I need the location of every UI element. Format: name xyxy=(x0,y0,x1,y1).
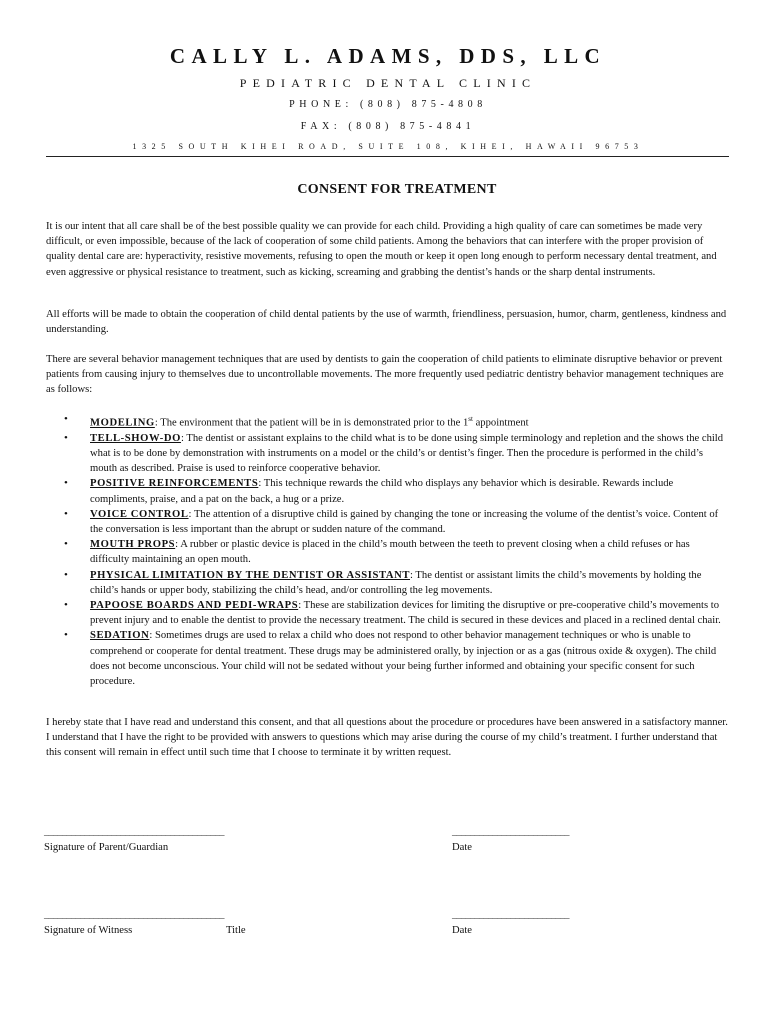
technique-separator: : xyxy=(175,539,179,551)
intro-paragraph-techniques: There are several behavior management techniques that are used by dentists to gain the cooperation of child patients to eliminate disruptive behavior or prevent patients from causing injury to themselves due to uncontrollable movements. The more frequently used pediatric dentistry behavior management techniques are as follows: xyxy=(46,354,724,396)
letterhead-divider xyxy=(46,156,729,157)
witness-date-label: Date xyxy=(452,925,472,936)
bullet-icon: • xyxy=(64,413,68,425)
technique-separator: : xyxy=(298,599,302,611)
technique-description: Sometimes drugs are used to relax a child who does not respond to other behavior management techniques or who is unable to comprehend or cooperate for dental treatment. These drugs may be administered orally, by injection or as a gas (nitrous oxide & oxygen). The child does not become unconscious. Your child will not be sedated without your being further informed and obtaining your specific consent for such procedure. xyxy=(90,630,717,687)
technique-item xyxy=(46,598,729,628)
technique-description: The attention of a disruptive child is gained by changing the tone or increasing the volume of the dentist’s voice. Content of the conversation is less important than the abrupt or sudden nature of the command. xyxy=(90,508,719,535)
parent-signature-block xyxy=(0,826,770,866)
technique-term: MODELING xyxy=(90,417,155,429)
technique-separator: : xyxy=(180,432,184,444)
technique-description: The environment that the patient will be in is demonstrated prior to the 1 xyxy=(157,417,469,429)
witness-title-label: Title xyxy=(226,925,246,936)
clinic-fax: FAX: (808) 875-4841 xyxy=(300,121,476,132)
bullet-icon: • xyxy=(64,507,68,520)
technique-description: The dentist or assistant explains to the child what is to be done using simple terminology and repletion and the shows the child what is to be done by demonstration with instruments on a model or the child’s or dentist’s finger. Then the procedure is performed in the child’s mouth as described. Praise is used to reinforce cooperative behavior. xyxy=(90,432,724,475)
document-title: CONSENT FOR TREATMENT xyxy=(297,182,497,197)
technique-term: MOUTH PROPS xyxy=(90,539,176,551)
technique-description: A rubber or plastic device is placed in the child’s mouth between the teeth to prevent closing when a child refuses or has difficulty maintaining an open mouth. xyxy=(90,539,690,566)
technique-term: TELL-SHOW-DO xyxy=(90,432,181,444)
technique-separator: : xyxy=(154,417,158,429)
technique-separator: : xyxy=(410,569,413,581)
technique-term: POSITIVE REINFORCEMENTS xyxy=(90,478,259,490)
clinic-phone: PHONE: (808) 875-4808 xyxy=(289,99,487,110)
technique-item xyxy=(46,507,729,537)
parent-signature-label: Signature of Parent/Guardian xyxy=(44,842,169,853)
technique-item xyxy=(46,568,729,598)
bullet-icon: • xyxy=(64,568,68,581)
technique-separator: : xyxy=(258,478,262,490)
witness-signature-block xyxy=(0,909,770,949)
parent-signature-line[interactable]: ________________________________________ xyxy=(44,826,224,837)
technique-description: This technique rewards the child who displays any behavior which is desirable. Rewards include compliments, praise, and a pat on the back, a hug or a prize. xyxy=(90,478,674,505)
technique-separator: : xyxy=(188,508,192,520)
clinic-name: CALLY L. ADAMS, DDS, LLC xyxy=(169,44,607,68)
technique-item xyxy=(46,412,729,431)
technique-description: These are stabilization devices for limiting the disruptive or pre-cooperative child’s movements to prevent injury and to enable the dentist to provide the necessary treatment. The child is secured in these devices and placed in a reclined dental chair. xyxy=(90,599,721,627)
witness-signature-label: Signature of Witness xyxy=(44,925,133,936)
intro-paragraph-cooperation: All efforts will be made to obtain the cooperation of child dental patients by the use of warmth, friendliness, persuasion, humor, charm, gentleness, kindness and understanding. xyxy=(46,309,727,336)
technique-description: The dentist or assistant limits the child’s movements by holding the child’s hands or upper body, stabilizing the child’s head, and/or controlling the leg movements. xyxy=(90,569,702,596)
intro-paragraph-care-quality: It is our intent that all care shall be of the best possible quality we can provide for each child. Providing a high quality of care can sometimes be made very difficult, or even impossible, because of the lack of cooperation of some child patients. Among the behaviors that can interfere with the proper provision of quality dental care are: hyperactivity, resistive movements, refusing to open the mouth or keep it open long enough to perform necessary dental treatment, and even aggressive or physical resistance to treatment, such as kicking, screaming and grabbing the dentist’s hands or the sharp dental instruments. xyxy=(46,221,717,278)
parent-date-line[interactable]: __________________________ xyxy=(452,826,569,837)
clinic-subtitle: PEDIATRIC DENTAL CLINIC xyxy=(239,76,537,90)
technique-item xyxy=(46,476,729,506)
technique-item xyxy=(46,628,729,689)
technique-list xyxy=(46,412,729,689)
witness-signature-line[interactable]: ________________________________________ xyxy=(44,909,224,920)
bullet-icon: • xyxy=(64,477,68,490)
bullet-icon: • xyxy=(64,598,68,611)
witness-date-line[interactable]: __________________________ xyxy=(452,909,569,920)
technique-term: SEDATION xyxy=(90,630,150,642)
technique-term: PHYSICAL LIMITATION BY THE DENTIST OR ASSISTANT xyxy=(90,569,411,581)
technique-item xyxy=(46,537,729,567)
clinic-address: 1325 SOUTH KIHEI ROAD, SUITE 108, KIHEI, HAWAII 96753 xyxy=(132,142,644,151)
technique-term: PAPOOSE BOARDS AND PEDI-WRAPS xyxy=(90,599,299,611)
technique-term: VOICE CONTROL xyxy=(90,508,189,520)
bullet-icon: • xyxy=(64,629,68,642)
bullet-icon: • xyxy=(64,538,68,551)
closing-paragraph: I hereby state that I have read and understand this consent, and that all questions about the procedure or procedures have been answered in a satisfactory manner. I understand that I have the right to be provided with answers to questions which may arise during the course of my child’s treatment. I further understand that this consent will remain in effect until such time that I choose to terminate it by written request. xyxy=(46,717,728,759)
technique-item xyxy=(46,431,729,477)
ordinal-suffix: st xyxy=(468,415,473,423)
bullet-icon: • xyxy=(64,431,68,444)
technique-separator: : xyxy=(149,630,153,642)
technique-description-tail: appointment xyxy=(472,417,529,429)
parent-date-label: Date xyxy=(452,842,472,853)
